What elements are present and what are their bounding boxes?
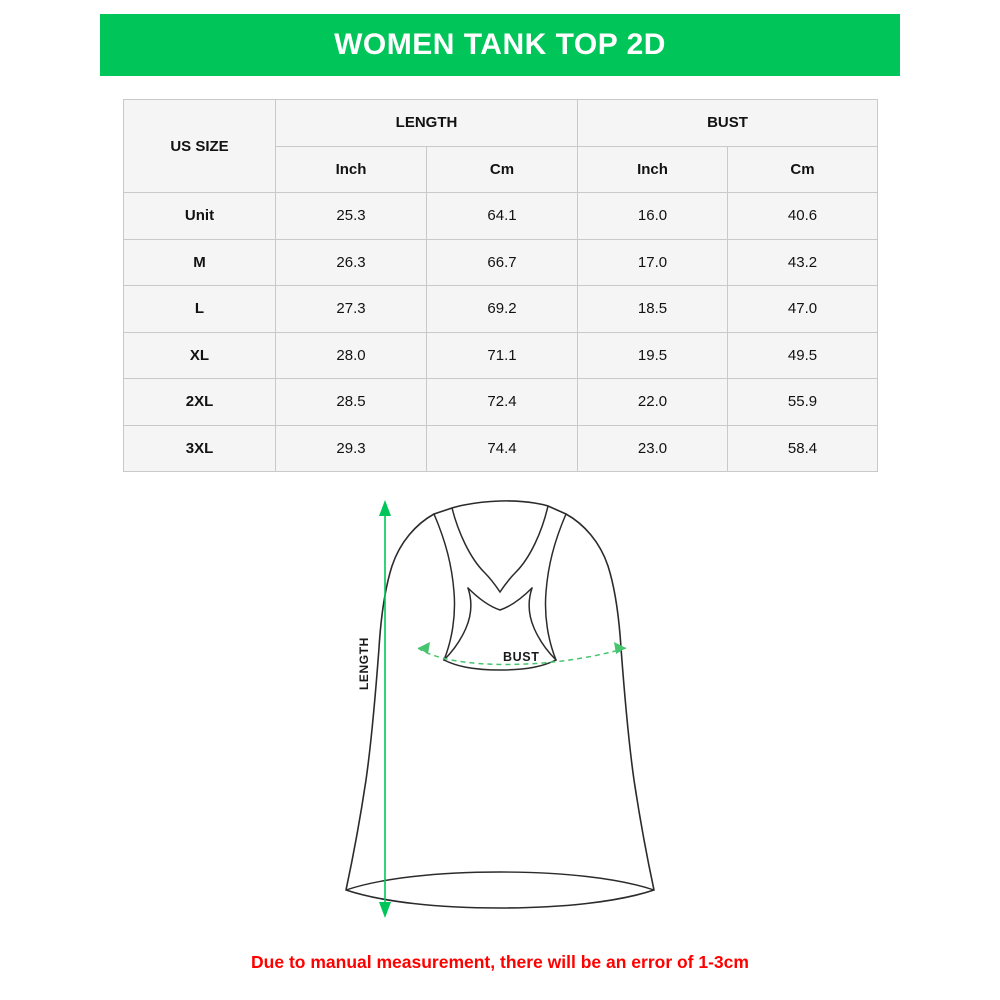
- table-row: [124, 286, 878, 333]
- cell-length-inch: 28.5: [276, 379, 427, 426]
- cell-length-cm: 72.4: [427, 379, 578, 426]
- column-header-us-size: US SIZE: [124, 100, 276, 193]
- length-arrow-bottom: [379, 902, 391, 918]
- column-header-length: LENGTH: [276, 100, 578, 147]
- table-row: [124, 193, 878, 240]
- size-table-container: [123, 99, 877, 472]
- unit-bust-inch: Inch: [578, 146, 728, 193]
- cell-unit-label: Unit: [124, 193, 276, 240]
- table-header-row: [124, 100, 878, 147]
- garment-diagram: [0, 480, 1000, 930]
- cell-length-cm: 74.4: [427, 425, 578, 472]
- cell-bust-inch: 22.0: [578, 379, 728, 426]
- cell-length-inch: 28.0: [276, 332, 427, 379]
- cell-size: L: [124, 286, 276, 333]
- cell-bust-inch: 17.0: [578, 239, 728, 286]
- length-measurement-label: LENGTH: [357, 637, 371, 690]
- cell-bust-cm: 55.9: [728, 379, 878, 426]
- table-row: [124, 239, 878, 286]
- measurement-disclaimer: Due to manual measurement, there will be an error of 1-3cm: [251, 952, 749, 972]
- bust-measurement-label: BUST: [503, 650, 540, 664]
- cell-length-inch: 29.3: [276, 425, 427, 472]
- cell-length-inch: 27.3: [276, 286, 427, 333]
- header-banner: [100, 14, 900, 76]
- cell-bust-cm: 43.2: [728, 239, 878, 286]
- cell-bust-inch: 18.5: [578, 286, 728, 333]
- cell-size: 3XL: [124, 425, 276, 472]
- cell-size: M: [124, 239, 276, 286]
- cell-length-cm: 64.1: [427, 193, 578, 240]
- table-row: [124, 425, 878, 472]
- length-arrow-top: [379, 500, 391, 516]
- cell-size: XL: [124, 332, 276, 379]
- cell-length-inch: 26.3: [276, 239, 427, 286]
- cell-bust-inch: 23.0: [578, 425, 728, 472]
- cell-bust-inch: 16.0: [578, 193, 728, 240]
- unit-bust-cm: Cm: [728, 146, 878, 193]
- cell-bust-cm: 58.4: [728, 425, 878, 472]
- unit-length-cm: Cm: [427, 146, 578, 193]
- cell-length-cm: 71.1: [427, 332, 578, 379]
- cell-bust-cm: 49.5: [728, 332, 878, 379]
- column-header-bust: BUST: [578, 100, 878, 147]
- cell-bust-inch: 19.5: [578, 332, 728, 379]
- table-row: [124, 332, 878, 379]
- cell-length-cm: 66.7: [427, 239, 578, 286]
- page-title: WOMEN TANK TOP 2D: [334, 28, 666, 61]
- size-table: [123, 99, 878, 472]
- cell-length-cm: 69.2: [427, 286, 578, 333]
- cell-bust-cm: 40.6: [728, 193, 878, 240]
- cell-bust-cm: 47.0: [728, 286, 878, 333]
- cell-size: 2XL: [124, 379, 276, 426]
- unit-length-inch: Inch: [276, 146, 427, 193]
- tank-top-illustration: [0, 480, 1000, 930]
- cell-length-inch: 25.3: [276, 193, 427, 240]
- table-row: [124, 379, 878, 426]
